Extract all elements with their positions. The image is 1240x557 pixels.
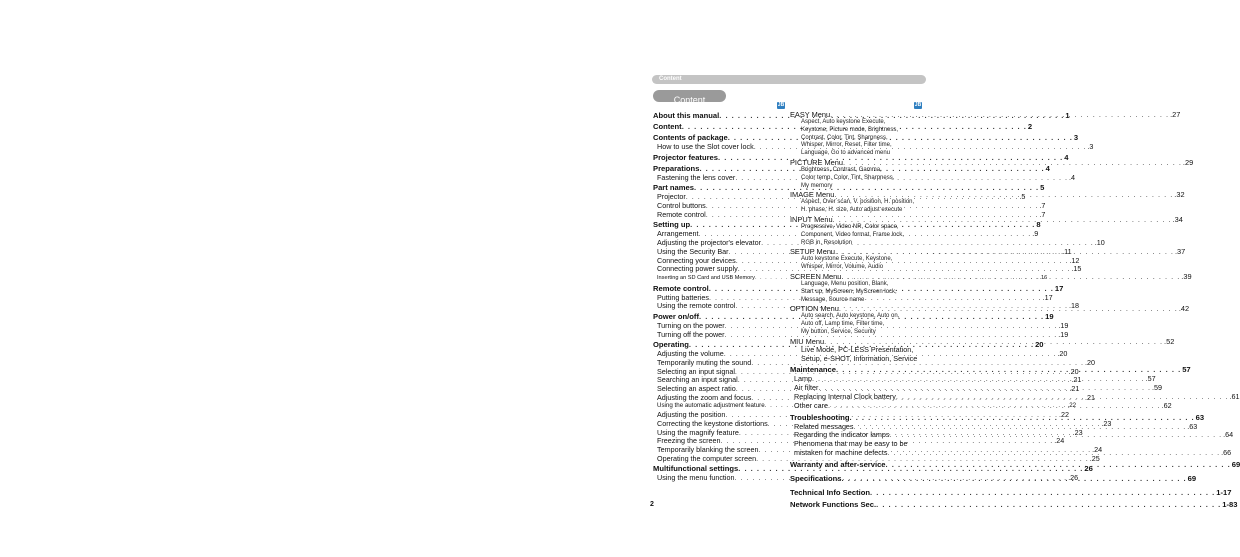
menu-description-line: Component, Video format, Frame lock, — [801, 231, 904, 238]
toc-page-number: .5 — [1019, 192, 1026, 202]
jb-badge-icon: JB — [914, 102, 922, 108]
header-label: Content — [659, 76, 682, 82]
toc-leader-dots — [834, 190, 1173, 199]
toc-leader-dots — [876, 500, 1221, 510]
toc-entry-title: Selecting an aspect ratio — [657, 384, 736, 394]
jb-badge-icon: JB — [777, 102, 785, 108]
toc-entry[interactable] — [790, 157, 1194, 167]
menu-description-line: Contrast, Color, Tint, Sharpness, — [801, 134, 888, 141]
toc-leader-dots — [843, 158, 1182, 167]
toc-page-number: .19 — [1058, 320, 1069, 330]
toc-entry-title: Using the Security Bar — [657, 246, 729, 256]
menu-description-line: Live Mode, PC-LESS Presentation, — [801, 344, 914, 354]
menu-description-line: Auto off, Lamp time, Filter time, — [801, 321, 885, 328]
toc-entry-title: SETUP Menu — [790, 247, 836, 257]
menu-description-line: Whisper, Mirror, Volume, Audio — [801, 264, 884, 271]
menu-description-line: Language, Menu position, Blank, — [801, 280, 889, 287]
menu-description-line: Aspect, Auto keystone Execute, — [801, 119, 886, 125]
toc-entry-title: Technical Info Section — [790, 487, 871, 497]
toc-page-number: .12 — [1069, 255, 1080, 265]
toc-page-number: .27 — [1170, 110, 1181, 119]
toc-entry-title: Putting batteries — [657, 292, 709, 302]
toc-entry[interactable] — [790, 499, 1238, 510]
toc-entry-title: Maintenance — [790, 365, 836, 375]
toc-entry-title: Other care — [794, 400, 828, 410]
toc-entry-title: Temporarily muting the sound — [657, 358, 752, 367]
toc-entry-title: Searching an input signal — [657, 375, 738, 385]
toc-page-number: 69 — [1187, 473, 1197, 483]
toc-page-number: .63 — [1187, 421, 1198, 431]
toc-entry-title: OPTION Menu — [790, 304, 839, 314]
toc-page-number: .20 — [1057, 349, 1068, 359]
toc-entry-title: Power on/off — [653, 311, 699, 321]
toc-entry-title: Adjusting the projector's elevator — [657, 238, 762, 248]
toc-leader-dots — [828, 402, 1161, 411]
toc-page-number: .7 — [1039, 209, 1046, 219]
toc-page-number: .32 — [1174, 190, 1185, 200]
menu-description-line: Color temp, Color, Tint, Sharpness, — [801, 174, 895, 181]
toc-page-number: 20 — [1035, 340, 1044, 350]
toc-entry-title: Turning on the power — [657, 320, 725, 330]
toc-page-number: .10 — [1094, 238, 1105, 248]
toc-page-number: .59 — [1152, 383, 1163, 393]
toc-page-number: .16 — [1039, 274, 1048, 281]
toc-page-number: 4 — [1045, 163, 1050, 173]
toc-entry[interactable] — [790, 190, 1185, 200]
toc-leader-dots — [870, 488, 1215, 498]
toc-entry-title: EASY Menu — [790, 110, 831, 119]
toc-page-number: .25 — [1089, 453, 1100, 463]
toc-leader-dots — [835, 247, 1174, 256]
toc-entry[interactable] — [790, 110, 1181, 119]
toc-entry-title: Lamp — [794, 374, 812, 384]
section-title-pill — [653, 90, 726, 105]
menu-description-line: Message, Source name — [801, 296, 865, 303]
toc-leader-dots — [839, 301, 1178, 313]
toc-page-number: .52 — [1164, 336, 1175, 346]
toc-entry-title: Inserting an SD Card and USB Memory — [657, 274, 755, 281]
toc-entry-title: Using the magnify feature — [657, 427, 739, 437]
toc-page-number: 1 — [1065, 111, 1070, 120]
toc-page-number: .24 — [1054, 436, 1065, 446]
toc-page-number: 4 — [1064, 152, 1069, 162]
toc-entry-title: Connecting your devices — [657, 255, 736, 265]
toc-entry-title: Using the automatic adjustment feature — [657, 402, 765, 410]
toc-page-number: .18 — [1068, 301, 1079, 311]
toc-leader-dots — [890, 427, 1223, 440]
toc-entry[interactable] — [790, 214, 1183, 224]
toc-page-number: .15 — [1071, 264, 1082, 274]
toc-entry-title: Setting up — [653, 220, 691, 230]
menu-description-line: My memory — [801, 182, 833, 189]
toc-page-number: .57 — [1145, 374, 1156, 384]
menu-description-line: Progressive, Video NR, Color space, — [801, 223, 899, 230]
toc-page-number: .42 — [1178, 304, 1190, 314]
toc-page-number: .22 — [1059, 410, 1069, 420]
toc-page-number: .61 — [1229, 391, 1240, 401]
toc-page-number: .29 — [1182, 157, 1194, 167]
toc-entry-title: SCREEN Menu — [790, 271, 842, 281]
toc-entry-title: Adjusting the zoom and focus — [657, 392, 752, 402]
menu-description-line: Language, Go to advanced menu — [801, 150, 891, 157]
toc-entry-title: mistaken for machine defects — [794, 447, 888, 457]
toc-entry-title: Content — [653, 122, 682, 131]
toc-page-number: .3 — [1087, 142, 1094, 151]
toc-entry-title: Contents of package — [653, 133, 728, 142]
toc-entry-title: MIU Menu — [790, 336, 825, 346]
toc-page-number: .62 — [1161, 400, 1172, 410]
toc-page-number: .22 — [1067, 402, 1077, 410]
menu-description-line: My button, Service, Security — [801, 328, 876, 335]
toc-page-number: 1-83 — [1222, 499, 1238, 509]
toc-page-number: .23 — [1101, 418, 1112, 428]
toc-page-number: .64 — [1223, 430, 1234, 440]
toc-page-number: 69 — [1231, 459, 1240, 469]
toc-entry-title: Preparations — [653, 163, 700, 173]
toc-entry-title: Using the menu function — [657, 473, 735, 483]
toc-entry-title: Arrangement — [657, 229, 699, 239]
toc-page-number: 17 — [1054, 283, 1064, 293]
page-number: 2 — [650, 501, 654, 508]
toc-entry-title: INPUT Menu — [790, 214, 833, 224]
header-bar — [652, 75, 926, 84]
toc-leader-dots — [830, 110, 1169, 119]
toc-entry-title: Control buttons — [657, 201, 706, 211]
toc-page-number: 8 — [1036, 220, 1041, 230]
toc-entry-title: Projector features — [653, 152, 718, 162]
toc-leader-dots — [841, 272, 1180, 281]
toc-leader-dots — [886, 460, 1231, 470]
toc-leader-dots — [887, 449, 1220, 458]
toc-page-number: 1-17 — [1216, 487, 1232, 497]
toc-page-number: 57 — [1182, 365, 1191, 375]
toc-page-number: .26 — [1068, 473, 1079, 483]
toc-page-number: .23 — [1072, 427, 1083, 437]
toc-page-number: .20 — [1068, 366, 1079, 376]
page-title: Content — [673, 95, 706, 105]
menu-description-line: Auto keystone Execute, Keystone, — [801, 256, 893, 263]
toc-entry-title: Part names — [653, 183, 694, 193]
menu-description-line: Auto search, Auto keystone, Auto on, — [801, 313, 900, 320]
toc-entry-title: About this manual — [653, 111, 720, 120]
toc-entry-title: Freezing the screen — [657, 436, 721, 446]
menu-description-line: Whisper, Mirror, Reset, Filter time, — [801, 142, 892, 149]
toc-entry-title: Air filter — [794, 383, 819, 393]
toc-leader-dots — [833, 215, 1172, 224]
toc-page-number: .39 — [1181, 271, 1192, 281]
toc-page-number: .21 — [1071, 375, 1082, 385]
toc-entry-title: Troubleshooting — [790, 412, 850, 422]
menu-description-line: Keystone, Picture mode, Brightness, — [801, 126, 899, 133]
toc-page-number: .4 — [1068, 172, 1075, 182]
toc-page-number: .37 — [1175, 247, 1186, 257]
toc-entry-title: Adjusting the volume — [657, 349, 724, 359]
toc-page-number: .21 — [1069, 384, 1080, 394]
toc-entry-title: PICTURE Menu — [790, 157, 843, 167]
toc-entry-title: Adjusting the position — [657, 410, 726, 420]
menu-description-line: H. phase, H. size, Auto adjust execute — [801, 207, 903, 214]
toc-entry-title: Fastening the lens cover — [657, 172, 736, 182]
toc-entry-title: Operating the computer screen — [657, 453, 757, 463]
toc-entry-title: Temporarily blanking the screen — [657, 444, 759, 454]
toc-entry-title: Multifunctional settings — [653, 464, 739, 474]
toc-entry-title: Regarding the indicator lamps — [794, 430, 890, 440]
toc-entry-title: Replacing Internal Clock battery — [794, 391, 896, 401]
toc-entry-title: Turning off the power — [657, 329, 725, 339]
toc-page-number: 2 — [1027, 122, 1033, 131]
toc-entry-title: Related messages — [794, 421, 854, 431]
toc-page-number: 5 — [1040, 183, 1045, 193]
toc-page-number: .9 — [1032, 229, 1039, 239]
toc-entry-title: IMAGE Menu — [790, 190, 835, 200]
toc-page-number: .19 — [1058, 329, 1069, 339]
toc-entry-title: Projector — [657, 192, 686, 202]
toc-page-number: .7 — [1039, 201, 1046, 211]
toc-page-number: .34 — [1172, 214, 1183, 224]
toc-page-number: 3 — [1073, 133, 1079, 142]
menu-description-line: Aspect, Over scan, V. position, H. position, — [801, 199, 915, 206]
toc-page-number: .17 — [1042, 292, 1053, 302]
toc-entry-title: Network Functions Sec. — [790, 499, 877, 509]
toc-entry-title: How to use the Slot cover lock — [657, 142, 754, 151]
toc-page-number: 63 — [1195, 412, 1205, 422]
toc-page-number: .20 — [1084, 358, 1095, 367]
toc-leader-dots — [841, 474, 1186, 484]
menu-description-line: Start up, MyScreen, MyScreen lock, — [801, 288, 897, 295]
toc-entry-title: Connecting power supply — [657, 264, 738, 274]
toc-page-number: .24 — [1092, 444, 1103, 454]
toc-entry-title: Correcting the keystone distortions — [657, 418, 768, 428]
toc-entry-title: Warranty and after-service — [790, 459, 886, 469]
toc-page-number: .66 — [1221, 447, 1232, 457]
toc-entry-title: Selecting an input signal — [657, 366, 735, 376]
menu-description-line: RGB in, Resolution — [801, 239, 853, 246]
toc-page-number: .21 — [1084, 392, 1095, 402]
toc-page-number: 19 — [1045, 311, 1054, 321]
toc-entry[interactable] — [790, 487, 1232, 498]
toc-entry-title: Remote control — [657, 209, 706, 219]
toc-entry-title: Operating — [653, 340, 689, 350]
toc-entry-title-line: Phenomena that may be easy to be — [794, 439, 908, 449]
menu-description-line: Setup, e-SHOT, Information, Service — [801, 353, 918, 363]
toc-entry-title: Remote control — [653, 283, 709, 293]
toc-page-number: .11 — [1062, 246, 1072, 256]
toc-entry-title: Using the remote control — [657, 301, 736, 311]
toc-entry-title: Specifications — [790, 473, 842, 483]
toc-page-number: 26 — [1084, 464, 1093, 474]
menu-description-line: Brightness, Contrast, Gamma, — [801, 166, 882, 173]
